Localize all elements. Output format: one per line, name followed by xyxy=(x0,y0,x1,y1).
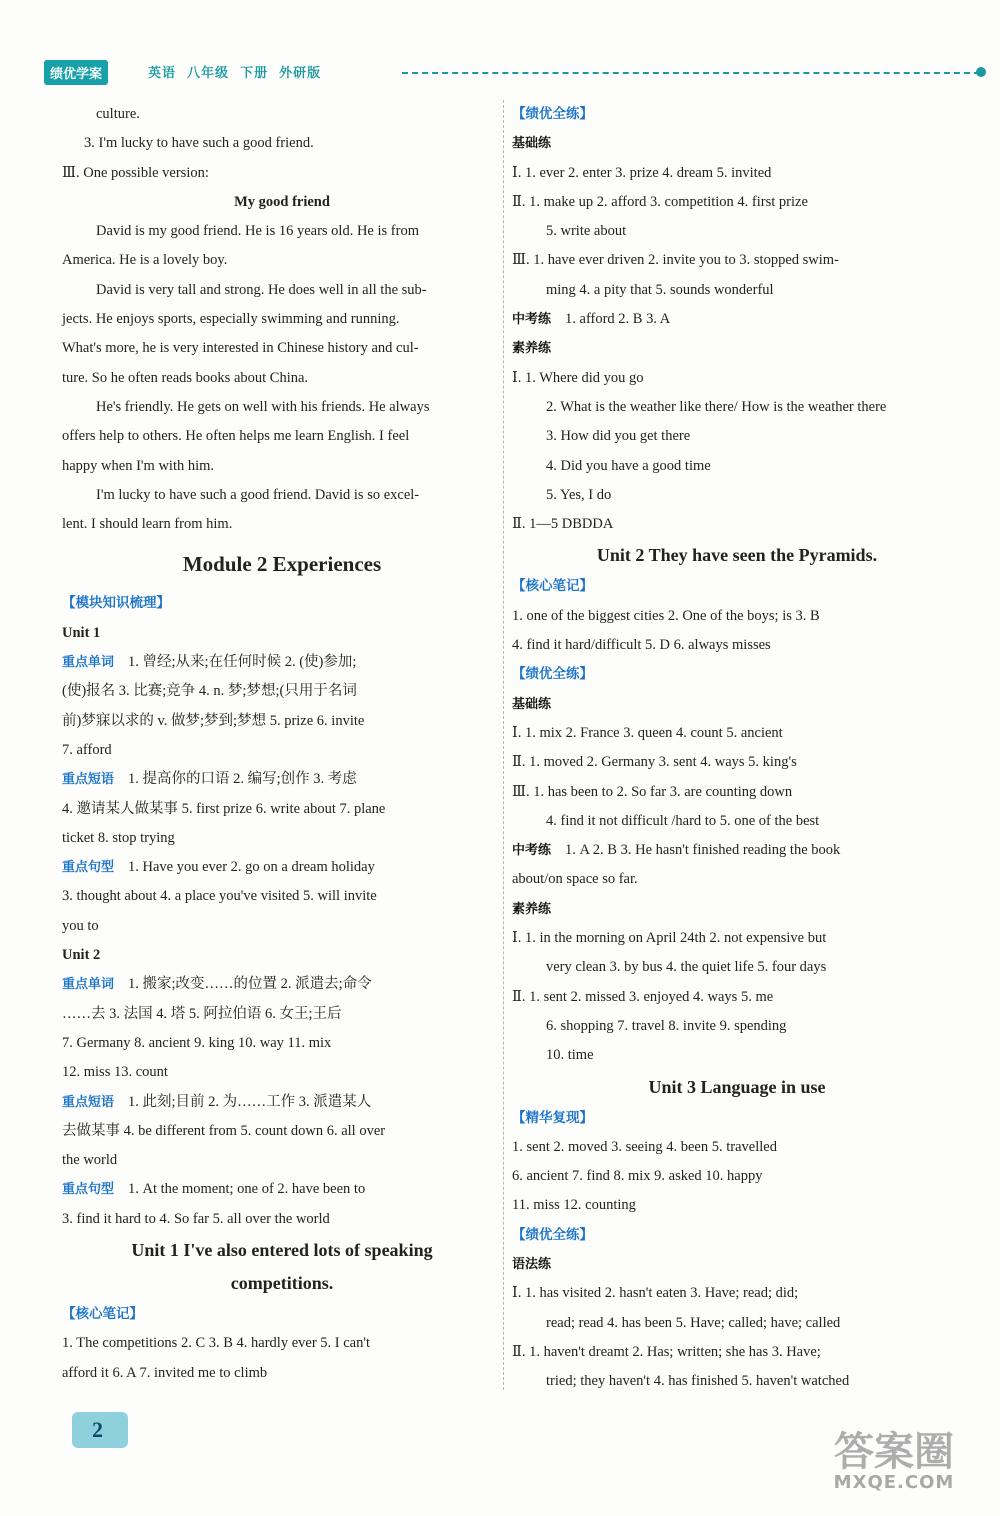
line-text: 前)梦寐以求的 v. 做梦;梦到;梦想 5. prize 6. invite xyxy=(62,712,365,729)
line-text: 10. time xyxy=(546,1047,594,1064)
line-text: ture. So he often reads books about China. xyxy=(62,369,309,386)
line-text: you to xyxy=(62,917,99,934)
text-line xyxy=(62,853,502,882)
line-text: 4. find it not difficult /hard to 5. one of the best xyxy=(546,812,820,829)
line-text: 1. one of the biggest cities 2. One of the boys; is 3. B xyxy=(512,607,820,624)
text-line xyxy=(512,602,962,631)
text-line xyxy=(512,1191,962,1220)
text-line xyxy=(512,1367,962,1396)
line-text: 3. find it hard to 4. So far 5. all over the world xyxy=(62,1210,330,1227)
line-text: Ⅰ. 1. in the morning on April 24th 2. not expensive but xyxy=(512,930,827,947)
line-text: Unit 2 They have seen the Pyramids. xyxy=(596,545,878,566)
text-line xyxy=(512,1221,962,1250)
exercise-label: 基础练 xyxy=(512,136,552,152)
line-text: read; read 4. has been 5. Have; called; have; called xyxy=(546,1314,841,1331)
text-line xyxy=(62,648,502,677)
line-text: David is very tall and strong. He does well in all the sub- xyxy=(96,281,427,298)
text-line xyxy=(62,481,502,510)
line-text: happy when I'm with him. xyxy=(62,457,215,474)
section-heading: 【核心笔记】 xyxy=(512,578,593,595)
exercise-label: 中考练 xyxy=(512,312,552,328)
line-text: the world xyxy=(62,1152,118,1169)
line-text: 3. thought about 4. a place you've visited 5. will invite xyxy=(62,888,377,905)
line-text: (使)报名 3. 比赛;竞争 4. n. 梦;梦想;(只用于名词 xyxy=(62,683,357,700)
text-line xyxy=(62,305,502,334)
key-label: 重点句型 xyxy=(62,860,115,876)
text-line xyxy=(62,941,502,970)
text-line xyxy=(512,1309,962,1338)
text-line xyxy=(512,807,962,836)
line-text: Ⅰ. 1. has visited 2. hasn't eaten 3. Have; read; did; xyxy=(512,1285,799,1302)
line-text: What's more, he is very interested in Chinese history and cul- xyxy=(62,340,419,357)
line-text: Ⅱ. 1. moved 2. Germany 3. sent 4. ways 5. king's xyxy=(512,754,797,771)
text-line xyxy=(62,1267,502,1300)
line-text: 12. miss 13. count xyxy=(62,1064,168,1081)
text-line xyxy=(512,539,962,572)
text-line xyxy=(62,882,502,911)
line-text: 7. afford xyxy=(62,741,112,758)
line-text: afford it 6. A 7. invited me to climb xyxy=(62,1364,268,1381)
text-line xyxy=(62,912,502,941)
text-line xyxy=(512,422,962,451)
line-text: My good friend xyxy=(234,193,330,210)
text-line xyxy=(512,631,962,660)
text-line xyxy=(62,1205,502,1234)
line-text: 1. 此刻;目前 2. 为……工作 3. 派遣某人 xyxy=(128,1093,372,1110)
line-text: 1. The competitions 2. C 3. B 4. hardly ever 5. I can't xyxy=(62,1335,370,1352)
text-line xyxy=(512,1279,962,1308)
line-text: Ⅲ. 1. has been to 2. So far 3. are counting down xyxy=(512,783,793,800)
line-text: Unit 2 xyxy=(62,947,101,964)
page-header xyxy=(44,58,944,84)
text-line xyxy=(62,510,502,539)
text-line xyxy=(512,1338,962,1367)
text-line xyxy=(512,246,962,275)
text-line xyxy=(512,1162,962,1191)
line-text: culture. xyxy=(96,106,140,122)
text-line xyxy=(62,100,502,129)
text-line xyxy=(62,129,502,158)
watermark-logo xyxy=(820,1418,968,1498)
text-line xyxy=(512,865,962,894)
text-line xyxy=(62,364,502,393)
line-text: 1. Have you ever 2. go on a dream holiday xyxy=(128,859,375,876)
line-text: Ⅲ. One possible version: xyxy=(62,164,209,181)
line-text: Ⅰ. 1. Where did you go xyxy=(512,369,644,386)
text-line xyxy=(62,970,502,999)
line-text: 7. Germany 8. ancient 9. king 10. way 11. mix xyxy=(62,1034,332,1051)
key-label: 重点单词 xyxy=(62,977,115,993)
exercise-label: 中考练 xyxy=(512,843,552,859)
exercise-label: 素养练 xyxy=(512,341,552,357)
text-line xyxy=(62,246,502,275)
text-line xyxy=(512,188,962,217)
text-line xyxy=(512,100,962,129)
line-text: Ⅱ. 1. sent 2. missed 3. enjoyed 4. ways 5. me xyxy=(512,988,774,1005)
text-line xyxy=(512,895,962,924)
book-info: 英语 八年级 下册 外研版 xyxy=(148,66,322,81)
line-text: 3. I'm lucky to have such a good friend. xyxy=(84,135,314,152)
line-text: 11. miss 12. counting xyxy=(512,1197,636,1214)
text-line xyxy=(62,1175,502,1204)
text-line xyxy=(512,1133,962,1162)
text-line xyxy=(62,188,502,217)
text-line xyxy=(62,795,502,824)
text-line xyxy=(62,824,502,853)
line-text: I'm lucky to have such a good friend. David is so excel- xyxy=(96,486,420,503)
text-line xyxy=(512,217,962,246)
line-text: Unit 1 I've also entered lots of speaking xyxy=(131,1239,433,1260)
line-text: very clean 3. by bus 4. the quiet life 5. four days xyxy=(546,959,827,976)
line-text: Ⅰ. 1. mix 2. France 3. queen 4. count 5. ancient xyxy=(512,724,783,741)
section-heading: 【精华复现】 xyxy=(512,1109,593,1126)
text-line xyxy=(512,305,962,334)
line-text: 1. sent 2. moved 3. seeing 4. been 5. travelled xyxy=(512,1138,777,1155)
line-text: 4. 邀请某人做某事 5. first prize 6. write about 7. plane xyxy=(62,800,386,817)
text-line xyxy=(512,1041,962,1070)
page-number: 2 xyxy=(72,1412,128,1448)
text-line xyxy=(62,1058,502,1087)
line-text: Ⅱ. 1—5 DBDDA xyxy=(512,516,614,533)
header-divider xyxy=(402,72,980,74)
line-text: competitions. xyxy=(230,1272,334,1293)
text-line xyxy=(62,589,502,618)
line-text: 去做某事 4. be different from 5. count down 6. all over xyxy=(62,1122,386,1139)
key-label: 重点单词 xyxy=(62,655,115,671)
line-text: 6. shopping 7. travel 8. invite 9. spending xyxy=(546,1017,787,1034)
text-line xyxy=(62,1359,502,1388)
line-text: 5. write about xyxy=(546,223,627,240)
text-line xyxy=(62,1029,502,1058)
text-line xyxy=(512,572,962,601)
text-line xyxy=(512,778,962,807)
line-text: ……去 3. 法国 4. 塔 5. 阿拉伯语 6. 女王;王后 xyxy=(62,1005,342,1022)
text-line xyxy=(62,393,502,422)
line-text: Ⅱ. 1. make up 2. afford 3. competition 4. first prize xyxy=(512,193,808,210)
text-line xyxy=(62,736,502,765)
text-line xyxy=(62,334,502,363)
text-line xyxy=(62,539,502,589)
line-text: jects. He enjoys sports, especially swimming and running. xyxy=(62,311,400,328)
section-heading: 【核心笔记】 xyxy=(62,1305,143,1322)
text-line xyxy=(512,129,962,158)
line-text: 1. afford 2. B 3. A xyxy=(565,311,671,328)
text-line xyxy=(512,276,962,305)
section-heading: 【绩优全练】 xyxy=(512,666,593,683)
exercise-label: 素养练 xyxy=(512,901,552,917)
text-line xyxy=(512,660,962,689)
line-text: Unit 1 xyxy=(62,624,101,641)
header-dot xyxy=(976,67,986,77)
text-line xyxy=(512,159,962,188)
text-line xyxy=(512,1104,962,1133)
exercise-label: 基础练 xyxy=(512,696,552,712)
left-column xyxy=(62,100,502,1388)
text-line xyxy=(512,1250,962,1279)
text-line xyxy=(62,1117,502,1146)
text-line xyxy=(62,452,502,481)
line-text: Unit 3 Language in use xyxy=(648,1076,826,1097)
line-text: tried; they haven't 4. has finished 5. haven't watched xyxy=(546,1373,850,1390)
text-line xyxy=(512,719,962,748)
line-text: lent. I should learn from him. xyxy=(62,516,233,533)
text-line xyxy=(62,677,502,706)
text-line xyxy=(512,452,962,481)
watermark-url: MXQE.COM xyxy=(833,1472,955,1493)
text-line xyxy=(62,422,502,451)
text-line xyxy=(512,364,962,393)
text-line xyxy=(62,276,502,305)
line-text: 5. Yes, I do xyxy=(546,486,612,503)
text-line xyxy=(512,953,962,982)
text-line xyxy=(62,707,502,736)
right-column xyxy=(512,100,962,1396)
text-line xyxy=(512,481,962,510)
line-text: offers help to others. He often helps me learn English. I feel xyxy=(62,428,410,445)
text-line xyxy=(62,1329,502,1358)
line-text: 1. 提高你的口语 2. 编写;创作 3. 考虑 xyxy=(128,771,357,788)
text-line xyxy=(512,924,962,953)
key-label: 重点短语 xyxy=(62,772,115,788)
text-line xyxy=(62,1234,502,1267)
line-text: 4. Did you have a good time xyxy=(546,457,711,474)
line-text: 1. A 2. B 3. He hasn't finished reading the book xyxy=(565,842,841,859)
line-text: Ⅱ. 1. haven't dreamt 2. Has; written; she has 3. Have; xyxy=(512,1343,821,1360)
section-heading: 【模块知识梳理】 xyxy=(62,595,170,612)
section-heading: 【绩优全练】 xyxy=(512,1226,593,1243)
line-text: Ⅰ. 1. ever 2. enter 3. prize 4. dream 5. invited xyxy=(512,164,772,181)
line-text: 1. 曾经;从来;在任何时候 2. (使)参加; xyxy=(128,654,357,671)
text-line xyxy=(62,159,502,188)
text-line xyxy=(62,1300,502,1329)
text-line xyxy=(62,765,502,794)
text-line xyxy=(62,619,502,648)
line-text: about/on space so far. xyxy=(512,871,638,888)
line-text: America. He is a lovely boy. xyxy=(62,252,228,269)
key-label: 重点短语 xyxy=(62,1094,115,1110)
exercise-label: 语法练 xyxy=(512,1256,552,1272)
key-label: 重点句型 xyxy=(62,1182,115,1198)
line-text: 3. How did you get there xyxy=(546,428,691,445)
line-text: He's friendly. He gets on well with his friends. He always xyxy=(96,398,430,415)
line-text: ming 4. a pity that 5. sounds wonderful xyxy=(546,281,774,298)
text-line xyxy=(512,510,962,539)
line-text: 1. 搬家;改变……的位置 2. 派遣去;命令 xyxy=(128,976,372,993)
section-heading: 【绩优全练】 xyxy=(512,106,593,122)
text-line xyxy=(512,393,962,422)
text-line xyxy=(512,1071,962,1104)
line-text: ticket 8. stop trying xyxy=(62,829,175,846)
text-line xyxy=(512,690,962,719)
text-line xyxy=(62,1146,502,1175)
line-text: 1. At the moment; one of 2. have been to xyxy=(128,1181,366,1198)
text-line xyxy=(512,1012,962,1041)
line-text: 6. ancient 7. find 8. mix 9. asked 10. happy xyxy=(512,1168,763,1185)
text-line xyxy=(512,334,962,363)
text-line xyxy=(512,836,962,865)
watermark-text: 答案圈 xyxy=(834,1429,954,1475)
line-text: 2. What is the weather like there/ How is the weather there xyxy=(546,398,887,415)
text-line xyxy=(62,217,502,246)
text-line xyxy=(62,1000,502,1029)
text-line xyxy=(62,1088,502,1117)
brand-badge: 绩优学案 xyxy=(44,60,108,85)
text-line xyxy=(512,748,962,777)
text-line xyxy=(512,983,962,1012)
line-text: Module 2 Experiences xyxy=(182,552,382,577)
line-text: 4. find it hard/difficult 5. D 6. always misses xyxy=(512,637,771,654)
line-text: David is my good friend. He is 16 years old. He is from xyxy=(96,223,419,240)
line-text: Ⅲ. 1. have ever driven 2. invite you to 3. stopped swim- xyxy=(512,252,839,269)
column-divider xyxy=(503,100,504,1390)
